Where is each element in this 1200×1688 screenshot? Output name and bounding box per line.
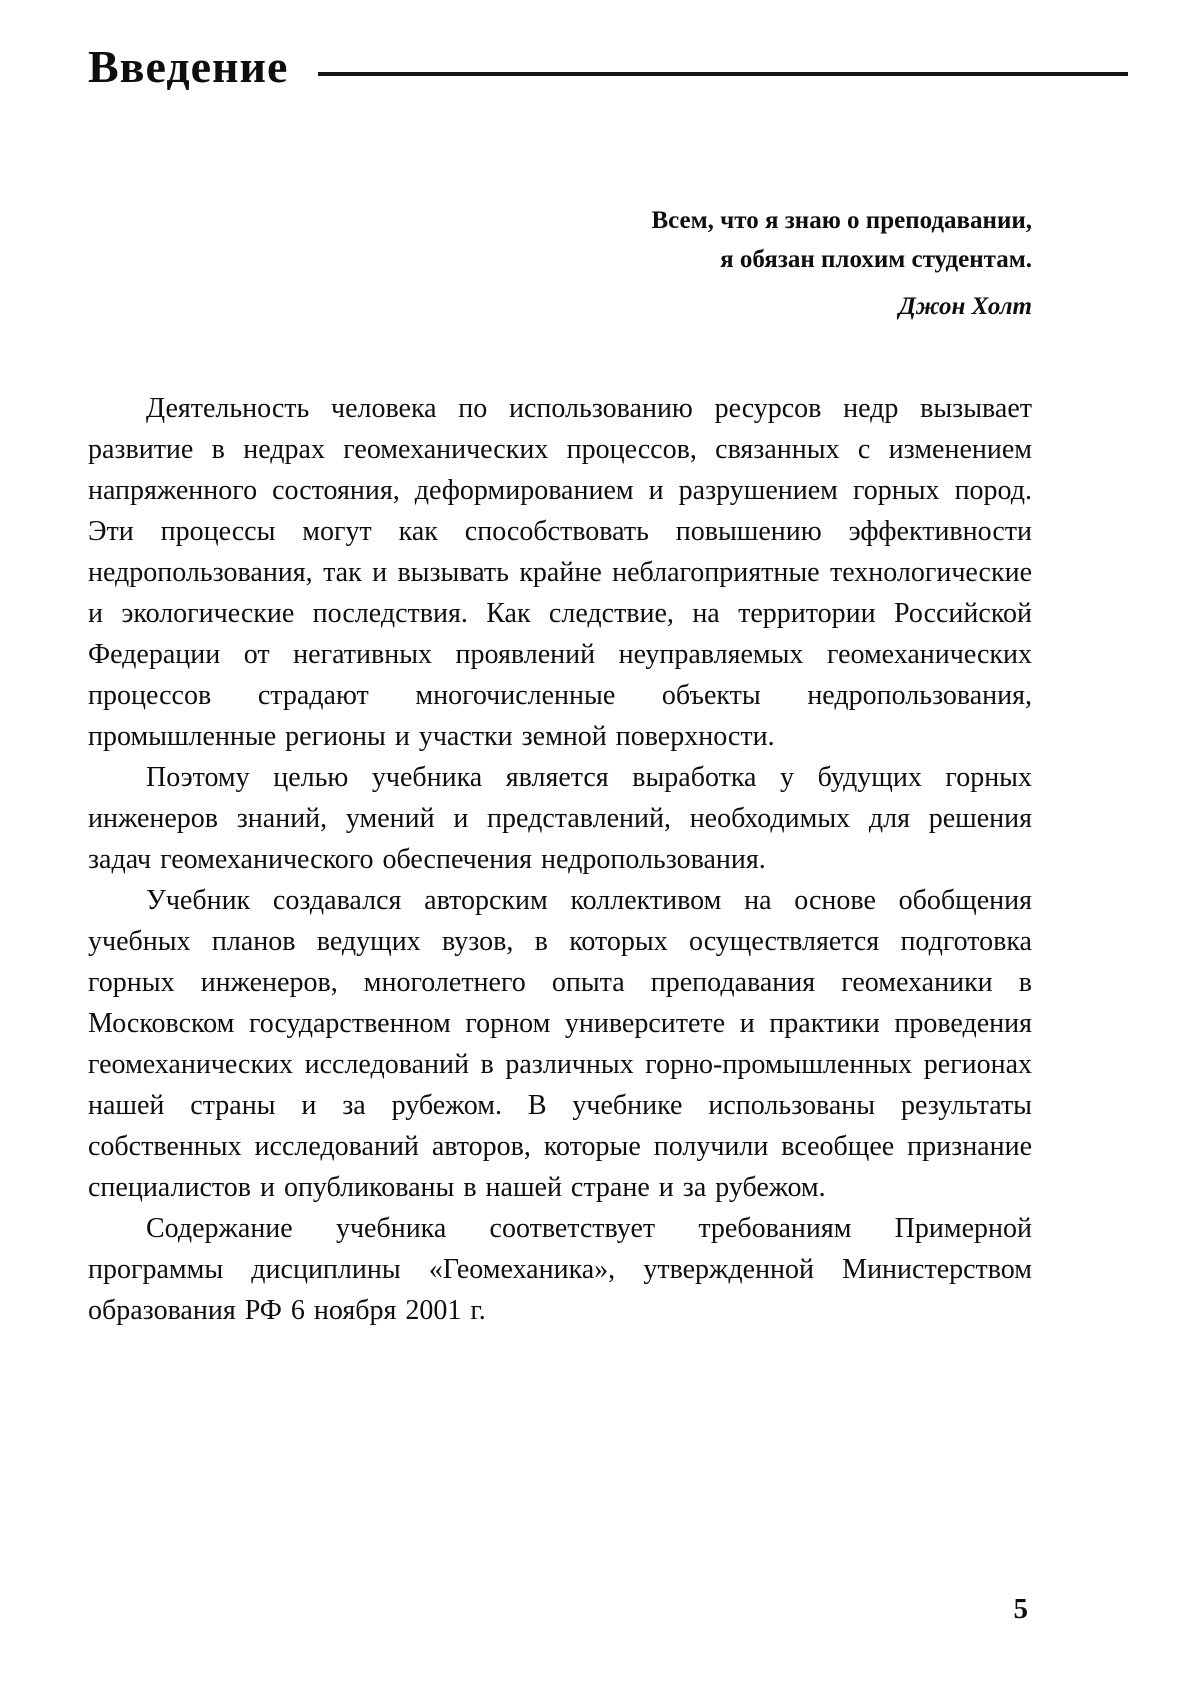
epigraph-author: Джон Холт — [898, 293, 1032, 320]
chapter-title: Введение — [88, 41, 289, 92]
epigraph — [0, 201, 1032, 326]
epigraph-line-2: я обязан плохим студентам. — [720, 246, 1032, 273]
page-number: 5 — [1013, 1593, 1028, 1625]
paragraph-3: Учебник создавался авторским коллективом на основе обобщения учебных планов ведущих вузов, в которых осуществляется подготовка горных инженеров, многолетнего опыта преподавания геомеханики в Московском государственном горном университете и практики проведения геомеханических исследований в различных горно-промышленных регионах нашей страны и за рубежом. В учебнике использованы результаты собственных исследований авторов, которые получили всеобщее признание специалистов и опубликованы в нашей стране и за рубежом. — [88, 885, 1032, 1203]
chapter-heading-row — [88, 0, 1128, 93]
paragraph-2: Поэтому целью учебника является выработка у будущих горных инженеров знаний, умений и представлений, необходимых для решения задач геомеханического обеспечения недропользования. — [88, 762, 1032, 875]
paragraph-4: Содержание учебника соответствует требованиям Примерной программы дисциплины «Геомеханика», утвержденной Министерством образования РФ 6 ноября 2001 г. — [88, 1213, 1032, 1326]
epigraph-line-1: Всем, что я знаю о преподавании, — [651, 207, 1032, 234]
body-text — [88, 388, 1032, 1331]
heading-rule — [318, 72, 1128, 76]
paragraph-1: Деятельность человека по использованию ресурсов недр вызывает развитие в недрах геомеханических процессов, связанных с изменением напряженного состояния, деформированием и разрушением горных пород. Эти процессы могут как способствовать повышению эффективности недропользования, так и вызывать крайне неблагоприятные технологические и экологические последствия. Как следствие, на территории Российской Федерации от негативных проявлений неуправляемых геомеханических процессов страдают многочисленные объекты недропользования, промышленные регионы и участки земной поверхности. — [88, 393, 1032, 752]
